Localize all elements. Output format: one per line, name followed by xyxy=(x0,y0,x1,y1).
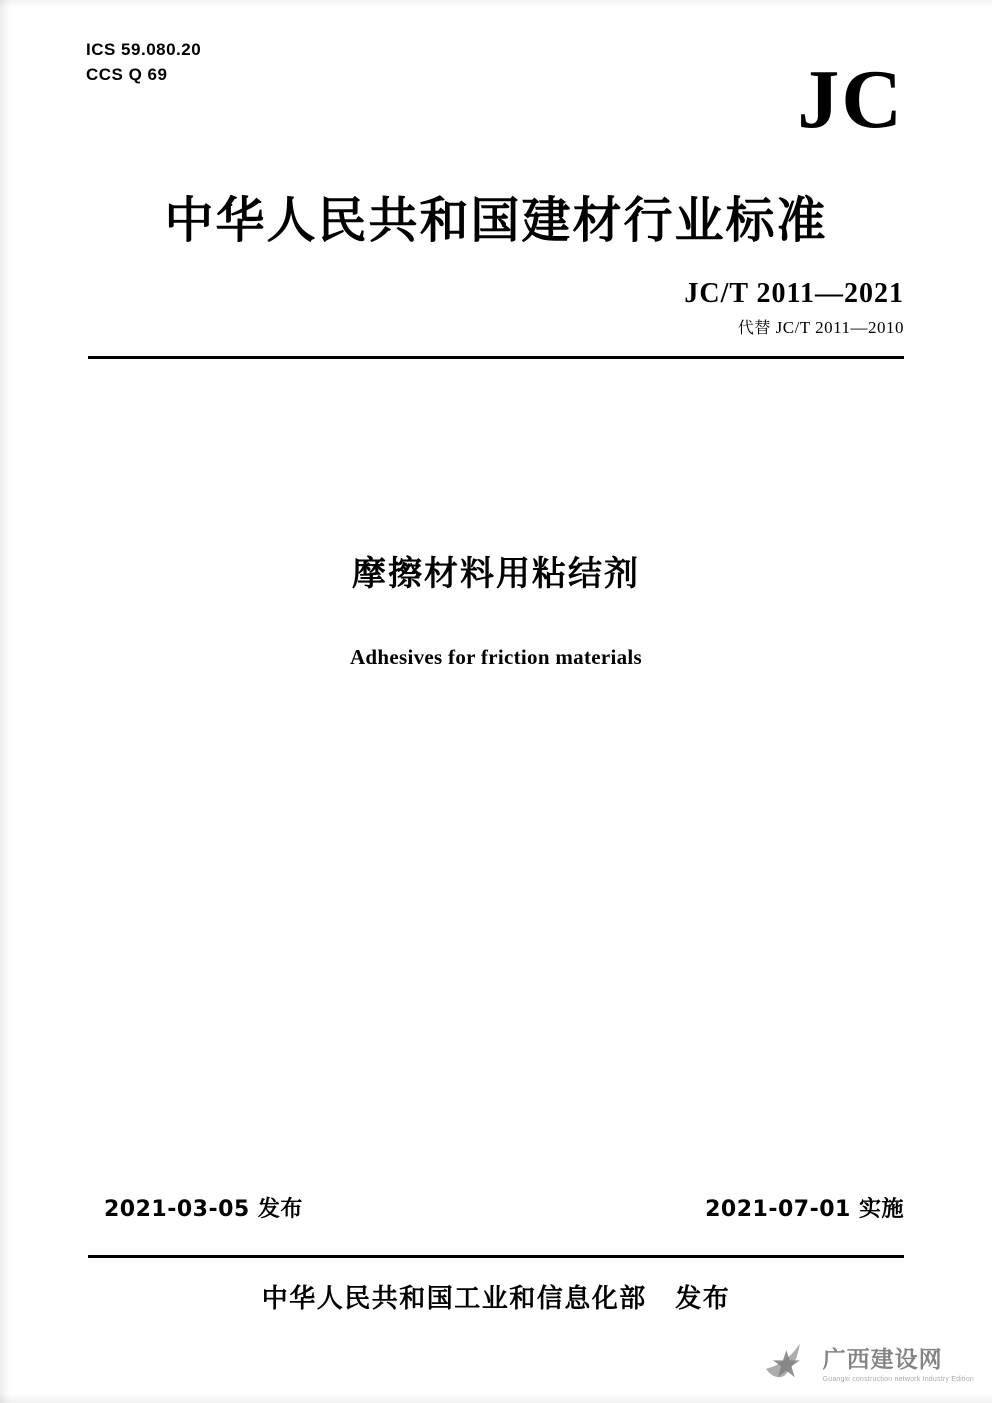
ics-classification-block xyxy=(86,38,201,87)
publisher-line xyxy=(0,1278,992,1315)
watermark-text xyxy=(823,1341,974,1383)
watermark-sub-text: Guangxi construction network Industry Edition xyxy=(822,1376,974,1383)
jc-logo: JC xyxy=(797,53,904,146)
scan-edge-top xyxy=(0,0,992,8)
watermark xyxy=(761,1335,974,1389)
publisher-verb: 发布 xyxy=(675,1284,731,1314)
document-title-cn: 摩擦材料用粘结剂 xyxy=(352,554,640,594)
replaces-label: 代替 xyxy=(737,318,771,337)
replaces-number: JC/T 2011—2010 xyxy=(775,318,904,337)
star-icon xyxy=(761,1335,815,1389)
standard-number: JC/T 2011—2021 xyxy=(684,278,904,309)
replaces-line xyxy=(738,315,904,338)
publisher-name: 中华人民共和国工业和信息化部 xyxy=(261,1284,647,1314)
footer-divider xyxy=(88,1255,904,1258)
watermark-main-text: 广西建设网 xyxy=(822,1347,943,1373)
ics-code: ICS 59.080.20 xyxy=(86,40,202,59)
document-title-en: Adhesives for friction materials xyxy=(349,645,643,669)
effective-date: 2021-07-01 实施 xyxy=(705,1197,904,1222)
issue-date: 2021-03-05 发布 xyxy=(104,1197,303,1222)
standard-family-heading: 中华人民共和国建材行业标准 xyxy=(164,192,828,249)
scan-edge-bottom xyxy=(0,1393,992,1403)
header-divider xyxy=(88,356,904,359)
ccs-code: CCS Q 69 xyxy=(86,64,168,84)
